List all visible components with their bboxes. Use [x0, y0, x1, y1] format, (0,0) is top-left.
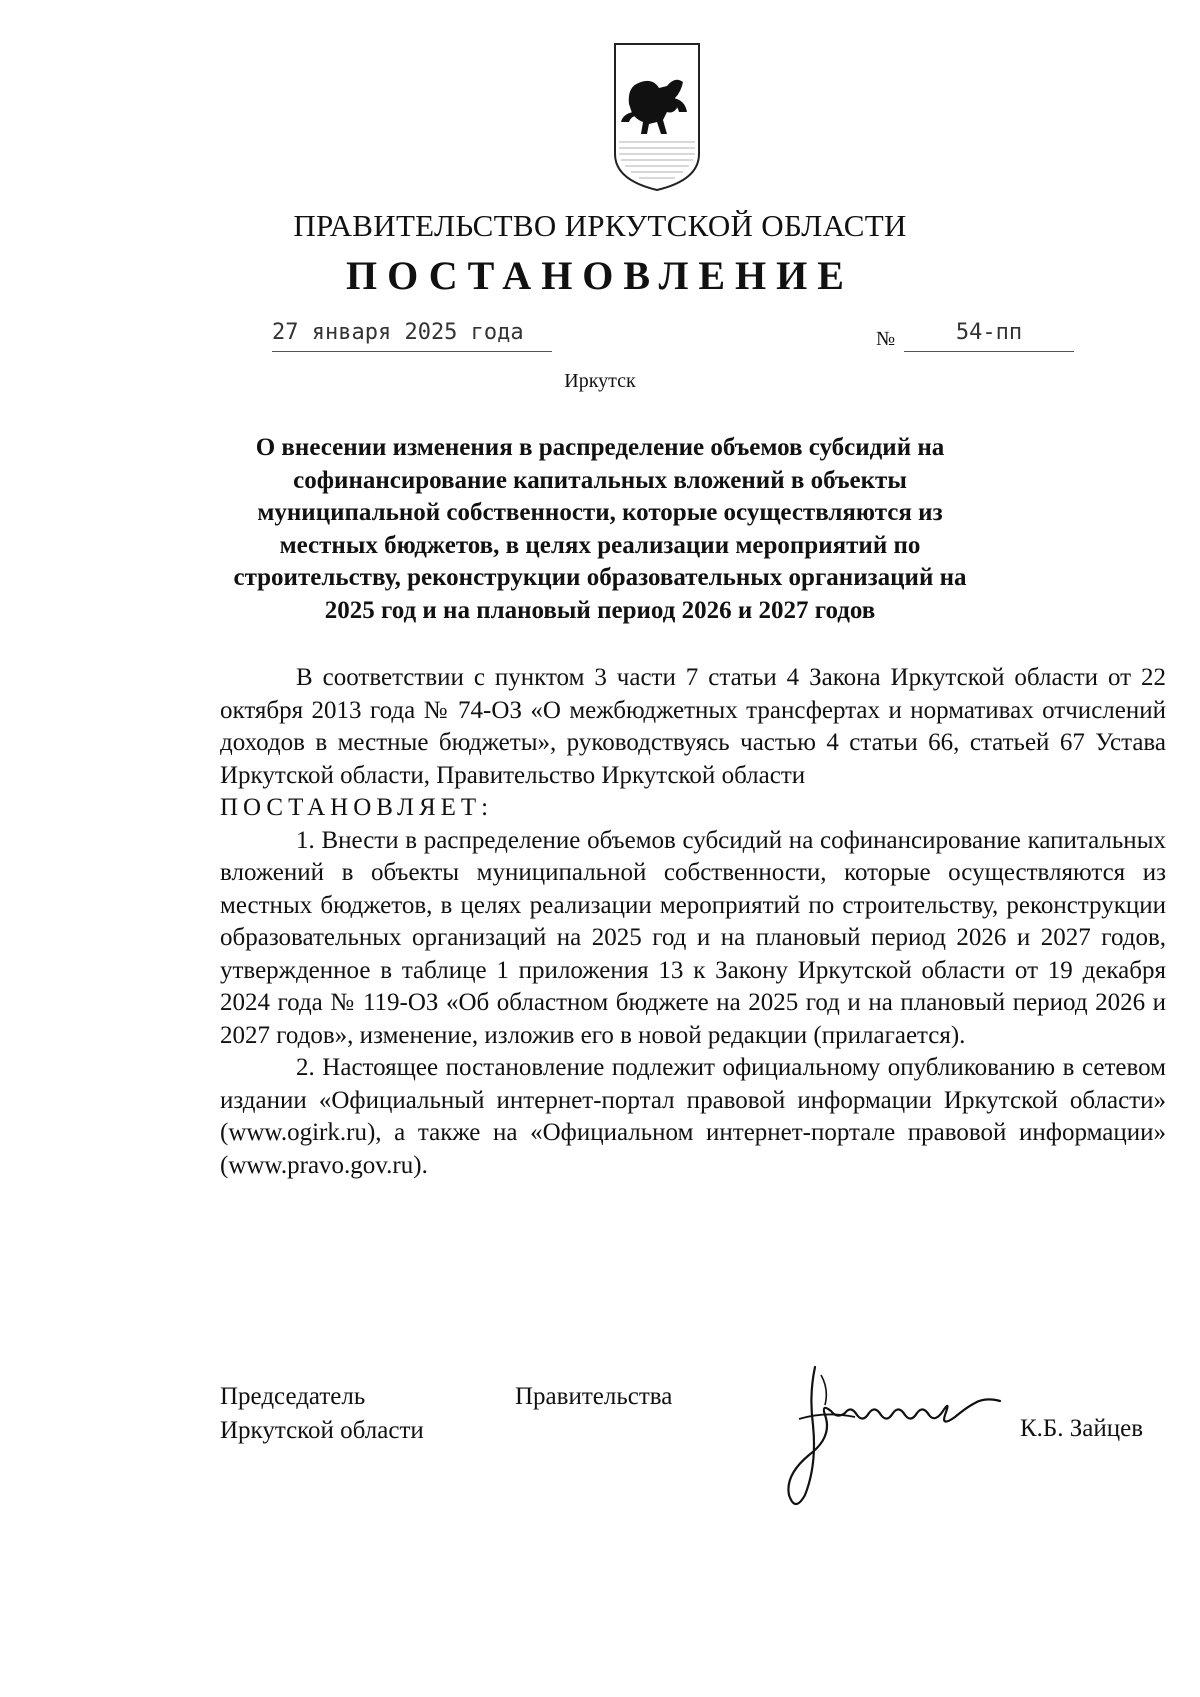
coat-of-arms-icon — [613, 42, 701, 192]
signatory-position-line1: Председатель — [220, 1383, 366, 1410]
document-number: 54-пп — [904, 320, 1074, 352]
signatory-name: К.Б. Зайцев — [1020, 1415, 1144, 1442]
city-name: Иркутск — [564, 370, 636, 392]
resolves-word: ПОСТАНОВЛЯЕТ: — [220, 794, 494, 821]
document-body — [220, 662, 1166, 1182]
handwritten-signature-icon — [785, 1355, 1015, 1515]
document-kind-title: ПОСТАНОВЛЕНИЕ — [346, 253, 854, 298]
signatory-position — [220, 1380, 424, 1448]
preamble-paragraph: В соответствии с пунктом 3 части 7 статьи 4 Закона Иркутской области от 22 октября 2013 года № 74-ОЗ «О межбюджетных трансфертах и нормативах отчислений доходов в местные бюджеты», руководствуясь частью 4 статьи 66, статьей 67 Устава Иркутской области, Правительство Иркутской области — [220, 664, 1166, 789]
number-sign: № — [876, 328, 896, 350]
item-1-paragraph: 1. Внести в распределение объемов субсидий на софинансирование капитальных вложений в объекты муниципальной собственности, которые осуществляются из местных бюджетов, в целях реализации мероприятий по строительству, реконструкции образовательных организаций на 2025 год и на плановый период 2026 и 2027 годов, утвержденное в таблице 1 приложения 13 к Закону Иркутской области от 19 декабря 2024 года № 119-ОЗ «Об областном бюджете на 2025 год и на плановый период 2026 и 2027 годов», изменение, изложив его в новой редакции (прилагается). — [220, 826, 1166, 1049]
document-date: 27 января 2025 года — [272, 320, 552, 352]
signatory-position-mid: Правительства — [515, 1383, 673, 1410]
government-title: ПРАВИТЕЛЬСТВО ИРКУТСКОЙ ОБЛАСТИ — [293, 208, 907, 243]
item-2-paragraph: 2. Настоящее постановление подлежит официальному опубликованию в сетевом издании «Официальный интернет-портал правовой информации Иркутской области» (www.ogirk.ru), а также на «Официальном интернет-портале правовой информации» (www.pravo.gov.ru). — [220, 1054, 1166, 1179]
document-heading: О внесении изменения в распределение объемов субсидий на софинансирование капитальных вложений в объекты муниципальной собственности, которые осуществляются из местных бюджетов, в целях реализации мероприятий по строительству, реконструкции образовательных организаций на 2025 год и на плановый период 2026 и 2027 годов — [233, 434, 967, 624]
signatory-position-line2: Иркутской области — [220, 1417, 424, 1444]
